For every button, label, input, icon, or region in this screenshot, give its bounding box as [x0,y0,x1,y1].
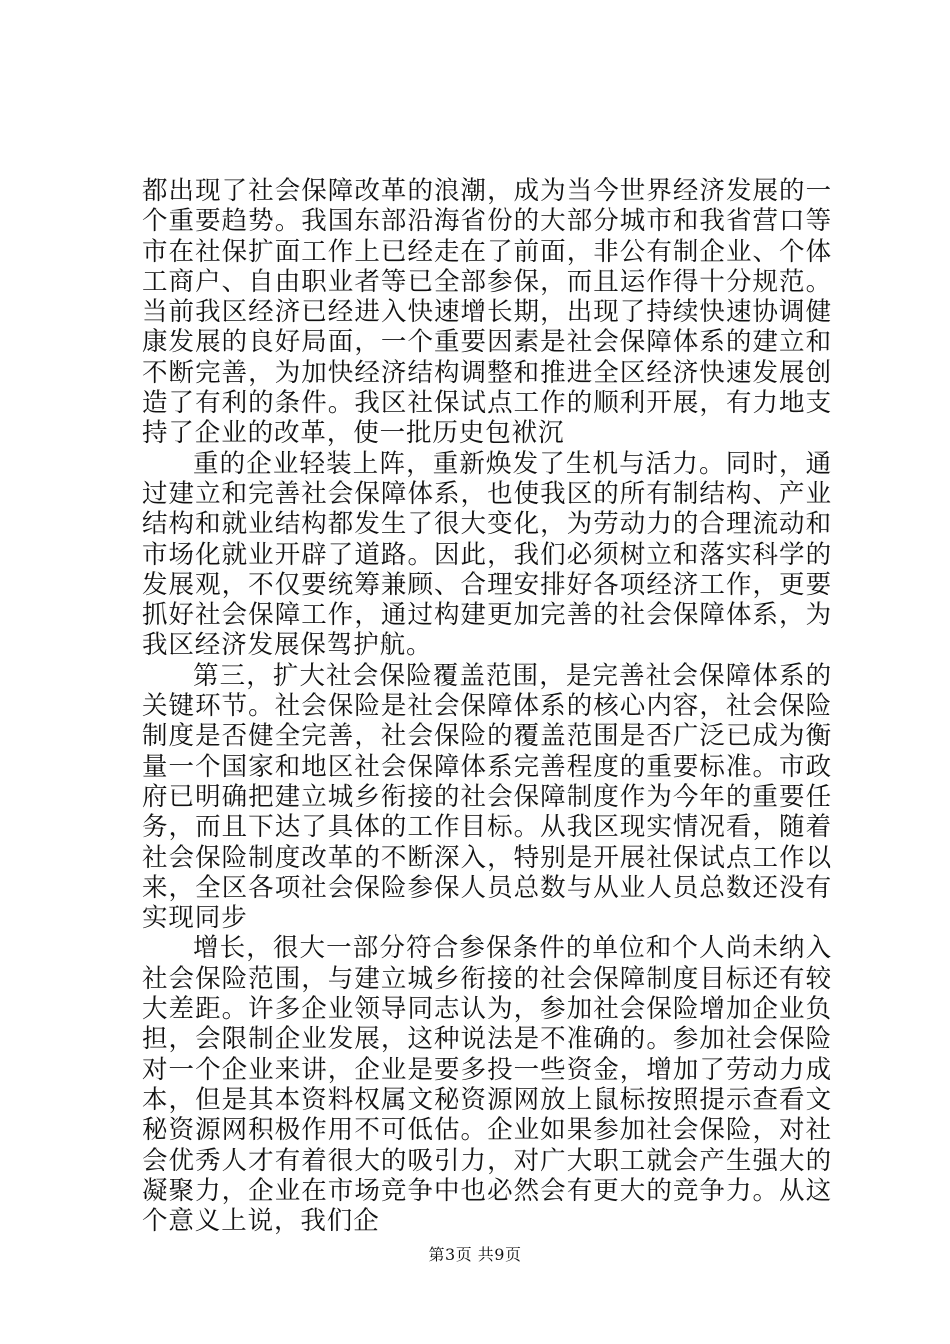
page-footer [0,1245,950,1265]
paragraph-2: 重的企业轻装上阵，重新焕发了生机与活力。同时，通过建立和完善社会保障体系，也使我区的所有制结构、产业结构和就业结构都发生了很大变化，为劳动力的合理流动和市场化就业开辟了道路。因此，我们必须树立和落实科学的发展观，不仅要统筹兼顾、合理安排好各项经济工作，更要抓好社会保障工作，通过构建更加完善的社会保障体系，为我区经济发展保驾护航。 [142,448,832,661]
paragraph-3: 第三，扩大社会保险覆盖范围，是完善社会保障体系的关键环节。社会保险是社会保障体系的核心内容，社会保险制度是否健全完善，社会保险的覆盖范围是否广泛已成为衡量一个国家和地区社会保障体系完善程度的重要标准。市政府已明确把建立城乡衔接的社会保障制度作为今年的重要任务，而且下达了具体的工作目标。从我区现实情况看，随着社会保险制度改革的不断深入，特别是开展社保试点工作以来，全区各项社会保险参保人员总数与从业人员总数还没有实现同步 [142,660,832,934]
paragraph-1: 都出现了社会保障改革的浪潮，成为当今世界经济发展的一个重要趋势。我国东部沿海省份的大部分城市和我省营口等市在社保扩面工作上已经走在了前面，非公有制企业、个体工商户、自由职业者等已全部参保，而且运作得十分规范。当前我区经济已经进入快速增长期，出现了持续快速协调健康发展的良好局面，一个重要因素是社会保障体系的建立和不断完善，为加快经济结构调整和推进全区经济快速发展创造了有利的条件。我区社保试点工作的顺利开展，有力地支持了企业的改革，使一批历史包袱沉 [142,176,832,449]
document-body [142,176,832,1236]
paragraph-4: 增长，很大一部分符合参保条件的单位和个人尚未纳入社会保险范围，与建立城乡衔接的社会保障制度目标还有较大差距。许多企业领导同志认为，参加社会保险增加企业负担，会限制企业发展，这种说法是不准确的。参加社会保险对一个企业来讲，企业是要多投一些资金，增加了劳动力成本，但是其本资料权属文秘资源网放上鼠标按照提示查看文秘资源网积极作用不可低估。企业如果参加社会保险，对社会优秀人才有着很大的吸引力，对广大职工就会产生强大的凝聚力，企业在市场竞争中也必然会有更大的竞争力。从这个意义上说，我们企 [142,933,832,1237]
page-indicator: 第3页 共9页 [428,1245,522,1264]
